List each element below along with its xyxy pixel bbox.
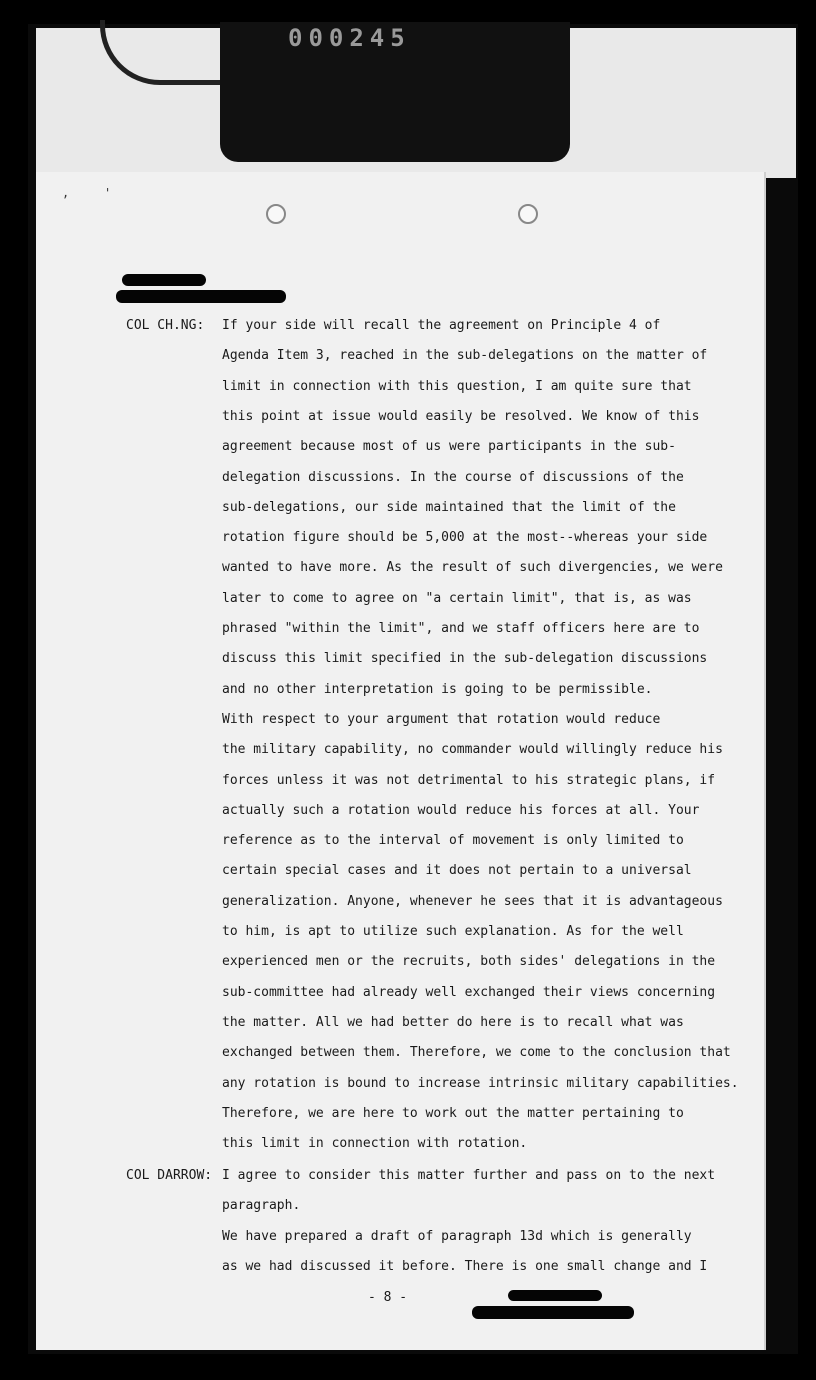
stamp-number: 000245	[288, 24, 411, 52]
punch-hole-right	[518, 204, 538, 224]
redaction-bar	[116, 290, 286, 303]
text-line: We have prepared a draft of paragraph 13d which is generally	[222, 1228, 692, 1244]
text-line: wanted to have more. As the result of such divergencies, we were	[222, 560, 723, 576]
text-line: agreement because most of us were participants in the sub-	[222, 439, 676, 455]
text-line: the military capability, no commander would willingly reduce his	[222, 742, 723, 758]
text-line: If your side will recall the agreement on Principle 4 of	[222, 318, 661, 333]
text-line: I agree to consider this matter further and pass on to the next	[222, 1168, 716, 1183]
stray-mark: ,	[62, 186, 70, 200]
stray-mark: '	[104, 186, 112, 200]
text-line: to him, is apt to utilize such explanation. As for the well	[222, 924, 684, 939]
text-line: as we had discussed it before. There is one small change and I	[222, 1258, 708, 1274]
text-line: and no other interpretation is going to be permissible.	[222, 681, 653, 697]
text-line: this point at issue would easily be resolved. We know of this	[222, 408, 700, 424]
text-line: actually such a rotation would reduce his forces at all. Your	[222, 802, 700, 818]
redaction-bar	[472, 1306, 634, 1319]
text-line: reference as to the interval of movement is only limited to	[222, 833, 684, 849]
redaction-bar	[122, 274, 206, 286]
text-line: generalization. Anyone, whenever he sees that it is advantageous	[222, 893, 723, 909]
text-line: sub-delegations, our side maintained that the limit of the	[222, 499, 676, 515]
text-line: Therefore, we are here to work out the matter pertaining to	[222, 1105, 684, 1121]
text-line: later to come to agree on "a certain limit", that is, as was	[222, 590, 692, 606]
page-number: - 8 -	[368, 1290, 408, 1305]
text-line: Agenda Item 3, reached in the sub-delegations on the matter of	[222, 348, 708, 364]
text-line: phrased "within the limit", and we staff officers here are to	[222, 621, 700, 636]
redaction-bar	[508, 1290, 602, 1301]
text-line: discuss this limit specified in the sub-delegation discussions	[222, 651, 708, 667]
punch-hole-left	[266, 204, 286, 224]
text-line: any rotation is bound to increase intrinsic military capabilities.	[222, 1075, 739, 1091]
text-line: paragraph.	[222, 1198, 301, 1214]
text-line: exchanged between them. Therefore, we come to the conclusion that	[222, 1045, 731, 1061]
text-line: certain special cases and it does not pertain to a universal	[222, 863, 692, 879]
text-line: delegation discussions. In the course of discussions of the	[222, 469, 684, 485]
text-line: the matter. All we had better do here is to recall what was	[222, 1014, 684, 1030]
text-line: this limit in connection with rotation.	[222, 1136, 528, 1152]
text-line: experienced men or the recruits, both sides' delegations in the	[222, 954, 716, 970]
text-line: limit in connection with this question, I am quite sure that	[222, 378, 692, 394]
text-line: rotation figure should be 5,000 at the most--whereas your side	[222, 530, 708, 546]
text-line: With respect to your argument that rotation would reduce	[222, 711, 661, 727]
speaker-label: COL DARROW:	[126, 1168, 213, 1183]
text-line: forces unless it was not detrimental to his strategic plans, if	[222, 772, 716, 788]
text-line: sub-committee had already well exchanged their views concerning	[222, 984, 716, 1000]
speaker-label: COL CH.NG:	[126, 318, 205, 333]
